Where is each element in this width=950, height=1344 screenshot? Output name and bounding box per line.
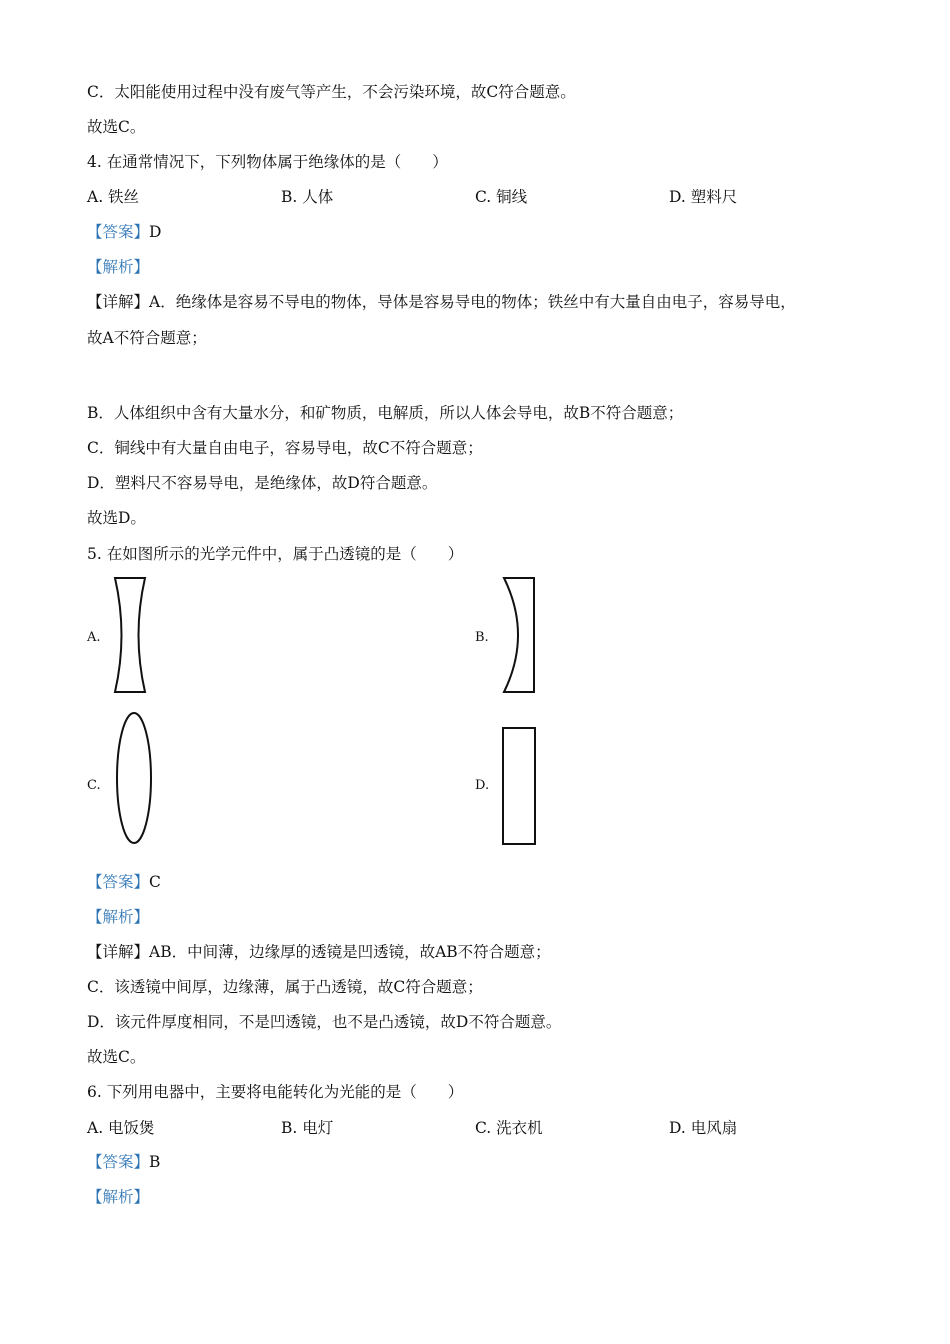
q6-option-d: D. 电风扇 — [669, 1119, 738, 1137]
detail-text: AB．中间薄，边缘厚的透镜是凹透镜，故AB不符合题意； — [149, 943, 551, 961]
detail-tag: 【详解】 — [87, 293, 150, 311]
detail-tag: 【详解】 — [87, 943, 150, 961]
answer-value: C — [149, 873, 161, 891]
q4-detail-1 — [87, 292, 796, 312]
convex-lens-icon — [112, 710, 156, 846]
question-4: 4. 在通常情况下，下列物体属于绝缘体的是（ ） — [87, 153, 448, 171]
q6-answer — [87, 1152, 160, 1172]
q4-answer — [87, 222, 161, 242]
q4-detail-4: D．塑料尺不容易导电，是绝缘体，故D符合题意。 — [87, 474, 438, 492]
q6-option-b: B. 电灯 — [281, 1119, 334, 1137]
q5-detail-3: D．该元件厚度相同，不是凹透镜，也不是凸透镜，故D不符合题意。 — [87, 1013, 562, 1031]
q4-option-c: C. 铜线 — [475, 188, 528, 206]
q5-option-c-label: C. — [87, 778, 101, 793]
question-5: 5. 在如图所示的光学元件中，属于凸透镜的是（ ） — [87, 545, 464, 563]
flat-glass-block-icon — [500, 726, 538, 846]
answer-value: D — [149, 223, 162, 241]
concave-meniscus-lens-icon — [498, 576, 540, 694]
q5-analysis: 【解析】 — [87, 908, 150, 926]
q5-option-a-label: A. — [87, 630, 101, 645]
concave-lens-icon — [110, 576, 150, 694]
q5-option-b-label: B. — [475, 630, 489, 645]
q4-detail-2: B．人体组织中含有大量水分，和矿物质，电解质，所以人体会导电，故B不符合题意； — [87, 404, 684, 422]
q6-option-a: A. 电饭煲 — [87, 1119, 155, 1137]
q5-answer — [87, 872, 161, 892]
q4-analysis: 【解析】 — [87, 258, 150, 276]
q4-option-b: B. 人体 — [281, 188, 334, 206]
q4-detail-3: C．铜线中有大量自由电子，容易导电，故C不符合题意； — [87, 439, 483, 457]
q5-option-d-label: D. — [475, 778, 490, 793]
q5-detail-1 — [87, 942, 551, 962]
q4-option-a: A. 铁丝 — [87, 188, 140, 206]
line-solar-c: C．太阳能使用过程中没有废气等产生，不会污染环境，故C符合题意。 — [87, 83, 576, 101]
answer-value: B — [149, 1153, 161, 1171]
q6-option-c: C. 洗衣机 — [475, 1119, 543, 1137]
answer-tag: 【答案】 — [87, 223, 150, 241]
q6-analysis: 【解析】 — [87, 1188, 150, 1206]
q5-detail-2: C．该透镜中间厚，边缘薄，属于凸透镜，故C符合题意； — [87, 978, 483, 996]
detail-text: A．绝缘体是容易不导电的物体，导体是容易导电的物体；铁丝中有大量自由电子，容易导电， — [149, 293, 796, 311]
answer-tag: 【答案】 — [87, 873, 150, 891]
line-choose-c: 故选C。 — [87, 118, 146, 136]
q4-end: 故选D。 — [87, 509, 146, 527]
q5-end: 故选C。 — [87, 1048, 146, 1066]
question-6: 6. 下列用电器中，主要将电能转化为光能的是（ ） — [87, 1083, 464, 1101]
q4-detail-1b: 故A不符合题意； — [87, 329, 207, 347]
answer-tag: 【答案】 — [87, 1153, 150, 1171]
q4-option-d: D. 塑料尺 — [669, 188, 738, 206]
